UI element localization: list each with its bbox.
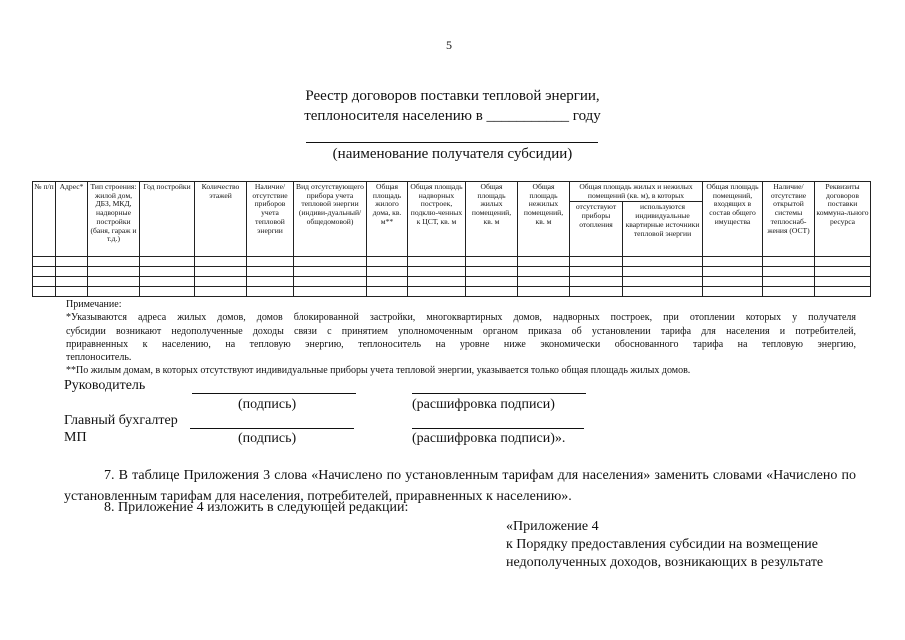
col-header-build-year: Год постройки [140, 182, 195, 257]
recipient-name-rule [306, 142, 598, 143]
registry-title-year: теплоносителя населению в ___________ году [304, 108, 601, 124]
table-row [33, 267, 871, 277]
page-number: 5 [446, 38, 452, 52]
col-subheader-no-heating: отсутствуют приборы отопления [570, 202, 623, 257]
registry-title: Реестр договоров поставки тепловой энергии, [305, 88, 600, 104]
col-header-area-group: Общая площадь жилых и нежилых помещений (кв. м), в которых [570, 182, 703, 202]
stamp-label: МП [64, 430, 87, 445]
accountant-label: Главный бухгалтер [64, 413, 178, 428]
col-header-open-system: Наличие/ отсутствие открытой системы теплоснаб-жения (ОСТ) [763, 182, 815, 257]
amendment-item-8: 8. Приложение 4 изложить в следующей редакции: [104, 500, 409, 515]
table-header-row [33, 182, 871, 202]
col-header-common-area: Общая площадь помещений, входящих в состав общего имущества [703, 182, 763, 257]
head-signature-rule [192, 393, 356, 394]
col-header-meters-presence: Наличие/ отсутствие приборов учета тепловой энергии [247, 182, 294, 257]
note-1-line-2: субсидии возникают недополученные доходы связи с принятием уполномоченным органом приказа об установлении тарифа для населения и потребителей, [66, 325, 856, 337]
amendment-item-7: 7. В таблице Приложения 3 слова «Начислено по установленным тарифам для населения» заменить словами «Начислено по установленным тарифам для населения, потребителей, приравненных к населению». [64, 468, 856, 504]
accountant-signature-caption: (подпись) [238, 431, 297, 446]
col-header-contract-details: Реквизиты договоров поставки коммуна-льного ресурса [815, 182, 871, 257]
head-decoding-caption: (расшифровка подписи) [412, 397, 555, 412]
table-row [33, 287, 871, 297]
appendix-line-3: недополученных доходов, возникающих в результате [506, 555, 824, 570]
recipient-name-caption: (наименование получателя субсидии) [332, 146, 573, 162]
appendix-4-heading [506, 518, 823, 572]
col-header-house-area: Общая площадь жилого дома, кв. м** [367, 182, 408, 257]
col-header-nonliving-area: Общая площадь нежилых помещений, кв. м [518, 182, 570, 257]
note-1-line-3: приравненных к населению, на тепловую энергию, теплоноситель на уровне ниже экономически обоснованного тарифа на тепловую энергию, [66, 338, 856, 350]
registry-table [32, 181, 871, 297]
col-header-meter-type: Вид отсутствующего прибора учета тепловой энергии (индиви-дуальный/ общедомовой) [294, 182, 367, 257]
head-signature-caption: (подпись) [238, 397, 297, 412]
col-header-outbuildings-area: Общая площадь надворных построек, подклю-ченных к ЦСТ, кв. м [408, 182, 466, 257]
col-header-number: № п/п [33, 182, 56, 257]
accountant-signature-rule [190, 428, 354, 429]
col-subheader-individual-sources: используются индивидуальные квартирные источники тепловой энергии [623, 202, 703, 257]
col-header-building-type: Тип строения: жилой дом, ДБЗ, МКД, надворные постройки (баня, гараж и т.д.) [88, 182, 140, 257]
note-2: **По жилым домам, в которых отсутствуют индивидуальные приборы учета тепловой энергии, указывается только общая площадь жилых домов. [66, 365, 691, 377]
appendix-line-1: «Приложение 4 [506, 519, 599, 534]
col-header-address: Адрес* [56, 182, 88, 257]
table-row [33, 257, 871, 267]
note-1-line-1: *Указываются адреса жилых домов, домов блокированной застройки, многоквартирных домов, надворных построек, при отоплении которых у получателя [66, 312, 856, 324]
appendix-line-2: к Порядку предоставления субсидии на возмещение [506, 537, 818, 552]
accountant-decoding-rule [412, 428, 584, 429]
col-header-living-area: Общая площадь жилых помещений, кв. м [466, 182, 518, 257]
notes-heading: Примечание: [66, 299, 122, 310]
head-label: Руководитель [64, 378, 146, 393]
table-row [33, 277, 871, 287]
accountant-decoding-caption: (расшифровка подписи)». [412, 431, 566, 446]
note-1-last-line: теплоноситель. [66, 352, 132, 364]
notes-block [66, 298, 856, 378]
col-header-floors: Количество этажей [195, 182, 247, 257]
head-decoding-rule [412, 393, 586, 394]
